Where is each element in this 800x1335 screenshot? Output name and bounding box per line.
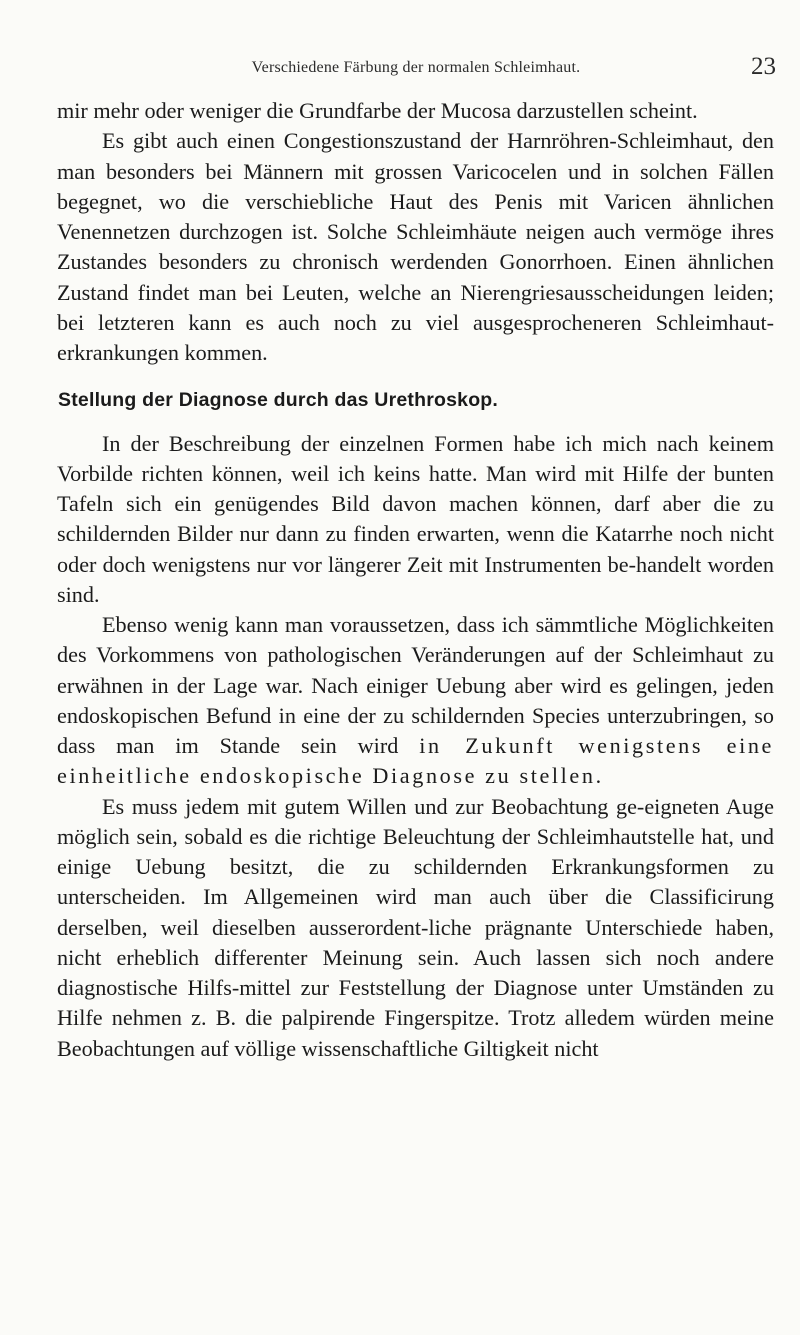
emphasized-text: in Zukunft wenigstens eine einheitliche endoskopische Diagnose zu stellen. [57,733,774,789]
section-heading: Stellung der Diagnose durch das Urethroskop. [58,389,499,412]
paragraph-observation: Es muss jedem mit gutem Willen und zur Beobachtung ge-eigneten Auge möglich sein, sobald es die richtige Beleuchtung der Schleimhautstelle hat, und einige Uebung besitzt, die zu schildernden Erkrankungsformen zu unterscheiden. Im Allgemeinen wird man auch über die Classificirung derselben, weil dieselben ausserordent-liche prägnante Unterschiede haben, nicht erheblich differenter Meinung sein. Auch lassen sich noch andere diagnostische Hilfs-mittel zur Feststellung der Diagnose unter Umständen zu Hilfe nehmen z. B. die palpirende Fingerspitze. Trotz alledem würden meine Beobachtungen auf völlige wissenschaftliche Giltigkeit nicht [57,793,774,1061]
body-text [57,96,774,1064]
paragraph-description-forms: In der Beschreibung der einzelnen Formen habe ich mich nach keinem Vorbilde richten können, weil ich keins hatte. Man wird mit Hilfe der bunten Tafeln sich ein genügendes Bild davon machen können, darf aber die zu schildernden Bilder nur dann zu finden erwarten, wenn die Katarrhe noch nicht oder doch wenigstens nur vor längerer Zeit mit Instrumenten be-handelt worden sind. [57,430,774,607]
running-head [56,53,776,91]
paragraph-text: Ebenso wenig kann man voraussetzen, dass ich sämmtliche Möglichkeiten des Vorkommens von pathologischen Veränderungen auf der Schleimhaut zu erwähnen in der Lage war. Nach einiger Uebung aber wird es gelingen, jeden endoskopischen Befund in eine der zu schildernden Species unterzubringen, so dass man im Stande sein wird [57,612,774,758]
paragraph-continuation: mir mehr oder weniger die Grundfarbe der Mucosa darzustellen scheint. [57,98,698,123]
page-number: 23 [751,53,776,80]
paragraph-diagnosis-unity [57,610,774,792]
running-title: Verschiedene Färbung der normalen Schleimhaut. [251,59,581,76]
paragraph-congestion: Es gibt auch einen Congestionszustand der Harnröhren-Schleimhaut, den man besonders bei Männern mit grossen Varicocelen und in solchen Fällen begegnet, wo die verschiebliche Haut des Penis mit Varicen ähnlichen Venennetzen durchzogen ist. Solche Schleimhäute neigen auch vermöge ihres Zustandes besonders zu chronisch werdenden Gonorrhoen. Einen ähnlichen Zustand findet man bei Leuten, welche an Nierengriesausscheidungen leiden; bei letzteren kann es auch noch zu viel ausgesprocheneren Schleimhaut-erkrankungen kommen. [57,128,774,365]
